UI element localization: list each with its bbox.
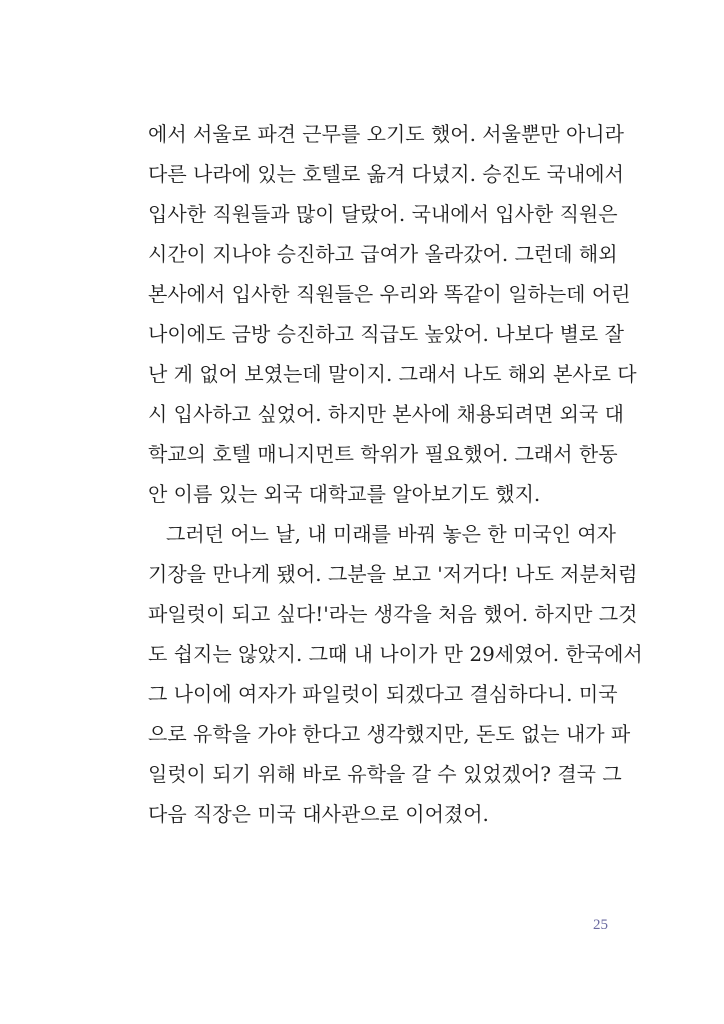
text-line: 입사한 직원들과 많이 달랐어. 국내에서 입사한 직원은 [148, 202, 618, 226]
text-line: 난 게 없어 보였는데 말이지. 그래서 나도 해외 본사로 다 [148, 362, 637, 386]
text-line: 에서 서울로 파견 근무를 오기도 했어. 서울뿐만 아니라 [148, 122, 624, 146]
text-line: 그러던 어느 날, 내 미래를 바꿔 놓은 한 미국인 여자 [166, 522, 616, 546]
page-number: 25 [593, 917, 608, 933]
text-line: 나이에도 금방 승진하고 직급도 높았어. 나보다 별로 잘 [148, 322, 624, 346]
text-line: 시 입사하고 싶었어. 하지만 본사에 채용되려면 외국 대 [148, 402, 624, 426]
body-text [148, 114, 643, 834]
paragraph-1 [148, 114, 637, 514]
text-line: 일럿이 되기 위해 바로 유학을 갈 수 있었겠어? 결국 그 [148, 762, 622, 786]
text-line: 다음 직장은 미국 대사관으로 이어졌어. [148, 802, 489, 826]
text-line: 안 이름 있는 외국 대학교를 알아보기도 했지. [148, 482, 541, 506]
text-line: 기장을 만나게 됐어. 그분을 보고 '저거다! 나도 저분처럼 [148, 562, 638, 586]
text-line: 그 나이에 여자가 파일럿이 되겠다고 결심하다니. 미국 [148, 682, 618, 706]
paragraph-2 [148, 514, 643, 834]
text-line: 학교의 호텔 매니지먼트 학위가 필요했어. 그래서 한동 [148, 442, 618, 466]
text-line: 으로 유학을 가야 한다고 생각했지만, 돈도 없는 내가 파 [148, 722, 631, 746]
text-line: 파일럿이 되고 싶다!'라는 생각을 처음 했어. 하지만 그것 [148, 602, 638, 626]
text-line: 다른 나라에 있는 호텔로 옮겨 다녔지. 승진도 국내에서 [148, 162, 624, 186]
text-line: 도 쉽지는 않았지. 그때 내 나이가 만 29세였어. 한국에서 [148, 642, 643, 666]
text-line: 본사에서 입사한 직원들은 우리와 똑같이 일하는데 어린 [148, 282, 631, 306]
text-line: 시간이 지나야 승진하고 급여가 올라갔어. 그런데 해외 [148, 242, 618, 266]
